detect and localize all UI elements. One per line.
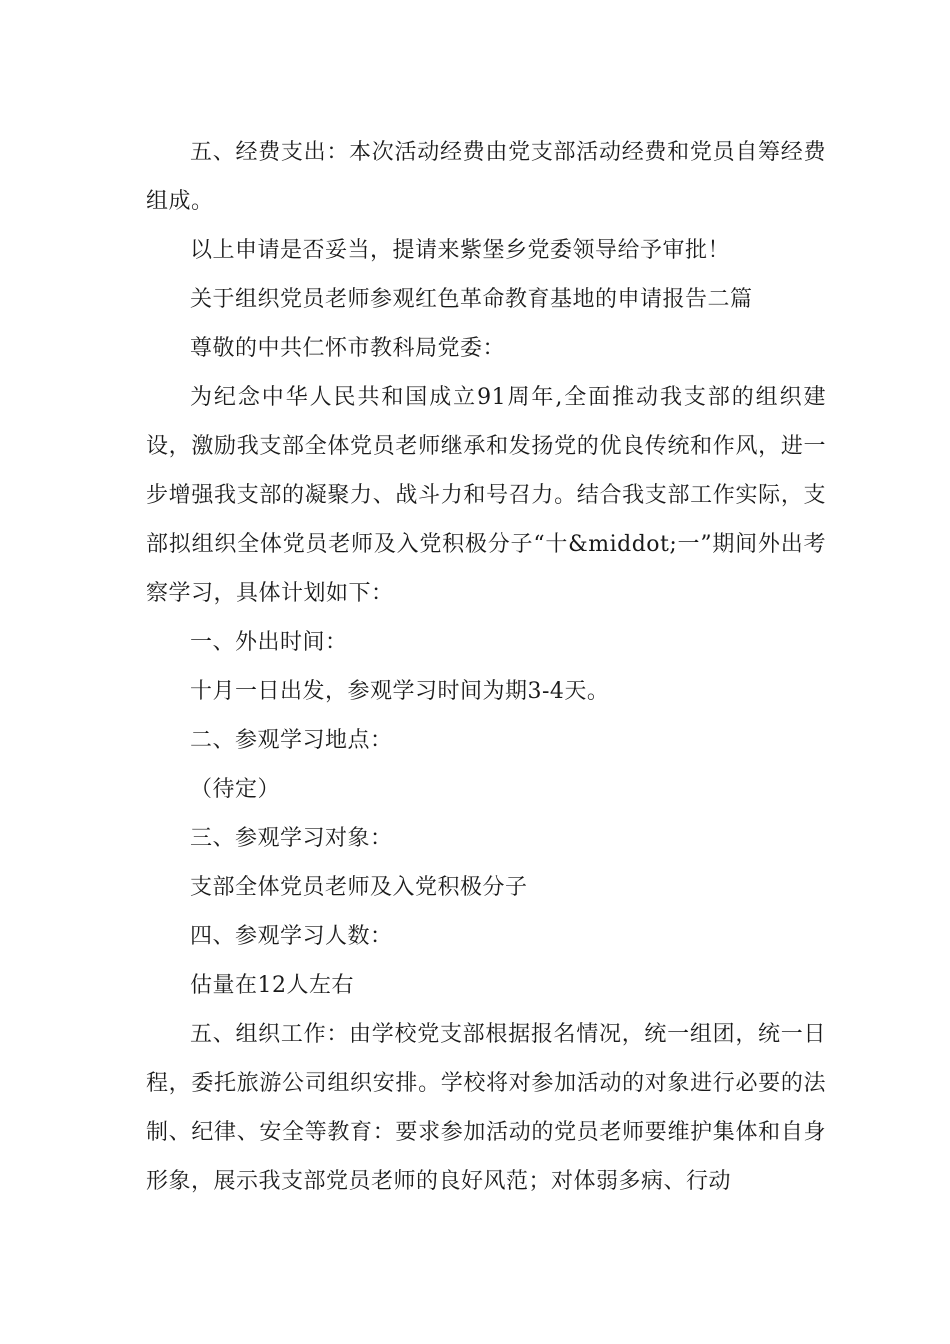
paragraph-heading-time: 一、外出时间： — [190, 630, 348, 655]
paragraph-funding: 五、经费支出：本次活动经费由党支部活动经费和党员自筹经费组成。 — [146, 140, 826, 214]
paragraph-heading-participants: 三、参观学习对象： — [190, 826, 393, 851]
document-body — [146, 128, 826, 1206]
paragraph-organization: 五、组织工作：由学校党支部根据报名情况，统一组团，统一日程，委托旅游公司组织安排。学校将对参加活动的对象进行必要的法制、纪律、安全等教育：要求参加活动的党员老师要维护集体和自身形象，展示我支部党员老师的良好风范；对体弱多病、行动 — [146, 1022, 826, 1194]
paragraph-headcount-detail: 估量在12人左右 — [190, 973, 354, 998]
paragraph-purpose: 为纪念中华人民共和国成立91周年,全面推动我支部的组织建设，激励我支部全体党员老师继承和发扬党的优良传统和作风，进一步增强我支部的凝聚力、战斗力和号召力。结合我支部工作实际，支部拟组织全体党员老师及入党积极分子“十&middot;一”期间外出考察学习，具体计划如下： — [146, 385, 826, 606]
paragraph-report-title: 关于组织党员老师参观红色革命教育基地的申请报告二篇 — [190, 287, 753, 312]
paragraph-salutation: 尊敬的中共仁怀市教科局党委： — [190, 336, 506, 361]
paragraph-location-detail: （待定） — [190, 777, 281, 802]
paragraph-time-detail: 十月一日出发，参观学习时间为期3-4天。 — [190, 679, 610, 704]
paragraph-heading-location: 二、参观学习地点： — [190, 728, 393, 753]
paragraph-participants-detail: 支部全体党员老师及入党积极分子 — [190, 875, 528, 900]
paragraph-heading-headcount: 四、参观学习人数： — [190, 924, 393, 949]
paragraph-approval-request: 以上申请是否妥当，提请来紫堡乡党委领导给予审批！ — [190, 238, 731, 263]
